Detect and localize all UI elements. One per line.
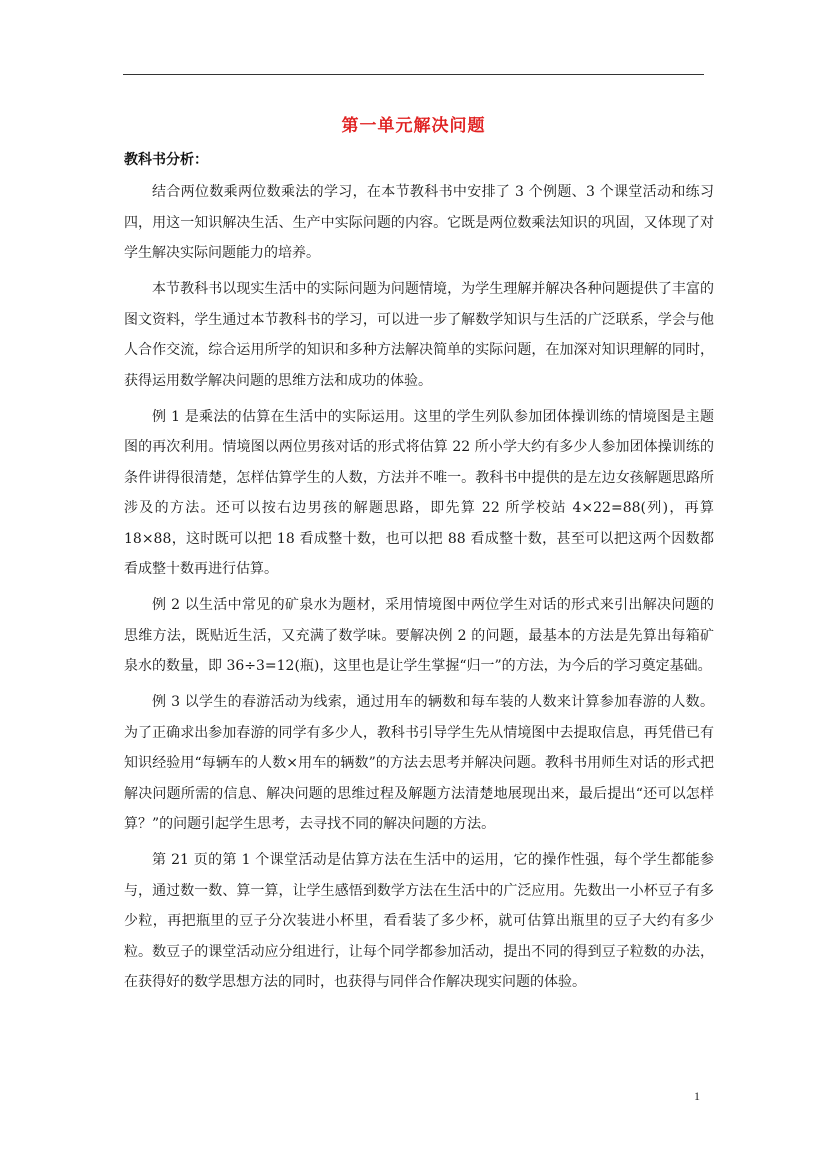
paragraph-intro: 结合两位数乘两位数乘法的学习，在本节教科书中安排了 3 个例题、3 个课堂活动和练习四，用这一知识解决生活、生产中实际问题的内容。它既是两位数乘法知识的巩固，又体现了对学生解决实际问题能力的培养。 [124,184,714,261]
paragraph-classroom-activity: 第 21 页的第 1 个课堂活动是估算方法在生活中的运用，它的操作性强，每个学生都能参与，通过数一数、算一算，让学生感悟到数学方法在生活中的广泛应用。先数出一小杯豆子有多少粒，再把瓶里的豆子分次装进小杯里，看看装了多少杯，就可估算出瓶里的豆子大约有多少粒。数豆子的课堂活动应分组进行，让每个同学都参加活动，提出不同的得到豆子粒数的办法，在获得好的数学思想方法的同时，也获得与同伴合作解决现实问题的体验。 [124,852,714,990]
document-body [124,177,714,1003]
header-rule [123,74,704,75]
document-title: 第一单元解决问题 [341,116,486,136]
paragraph-example-3: 例 3 以学生的春游活动为线索，通过用车的辆数和每车装的人数来计算参加春游的人数。为了正确求出参加春游的同学有多少人，教科书引导学生先从情境图中去提取信息，再凭借已有知识经验用“每辆车的人数×用车的辆数”的方法去思考并解决问题。教科书用师生对话的形式把解决问题所需的信息、解决问题的思维过程及解题方法清楚地展现出来，最后提出“还可以怎样算？”的问题引起学生思考，去寻找不同的解决问题的方法。 [124,694,714,832]
paragraph-context: 本节教科书以现实生活中的实际问题为问题情境，为学生理解并解决各种问题提供了丰富的图文资料，学生通过本节教科书的学习，可以进一步了解数学知识与生活的广泛联系，学会与他人合作交流，综合运用所学的知识和多种方法解决简单的实际问题，在加深对知识理解的同时，获得运用数学解决问题的思维方法和成功的体验。 [124,281,714,389]
paragraph-example-1: 例 1 是乘法的估算在生活中的实际运用。这里的学生列队参加团体操训练的情境图是主题图的再次利用。情境图以两位男孩对话的形式将估算 22 所小学大约有多少人参加团体操训练的条件讲得很清楚，怎样估算学生的人数，方法并不唯一。教科书中提供的是左边女孩解题思路所涉及的方法。还可以按右边男孩的解题思路，即先算 22 所学校站 4×22=88(列)，再算 18×88，这时既可以把 18 看成整十数，也可以把 88 看成整十数，甚至可以把这两个因数都看成整十数再进行估算。 [124,408,714,577]
page-number: 1 [694,1089,700,1103]
paragraph-example-2: 例 2 以生活中常见的矿泉水为题材，采用情境图中两位学生对话的形式来引出解决问题的思维方法，既贴近生活，又充满了数学味。要解决例 2 的问题，最基本的方法是先算出每箱矿泉水的数量，即 36÷3=12(瓶)，这里也是让学生掌握“归一”的方法，为今后的学习奠定基础。 [124,597,714,674]
section-heading: 教科书分析： [124,152,208,168]
